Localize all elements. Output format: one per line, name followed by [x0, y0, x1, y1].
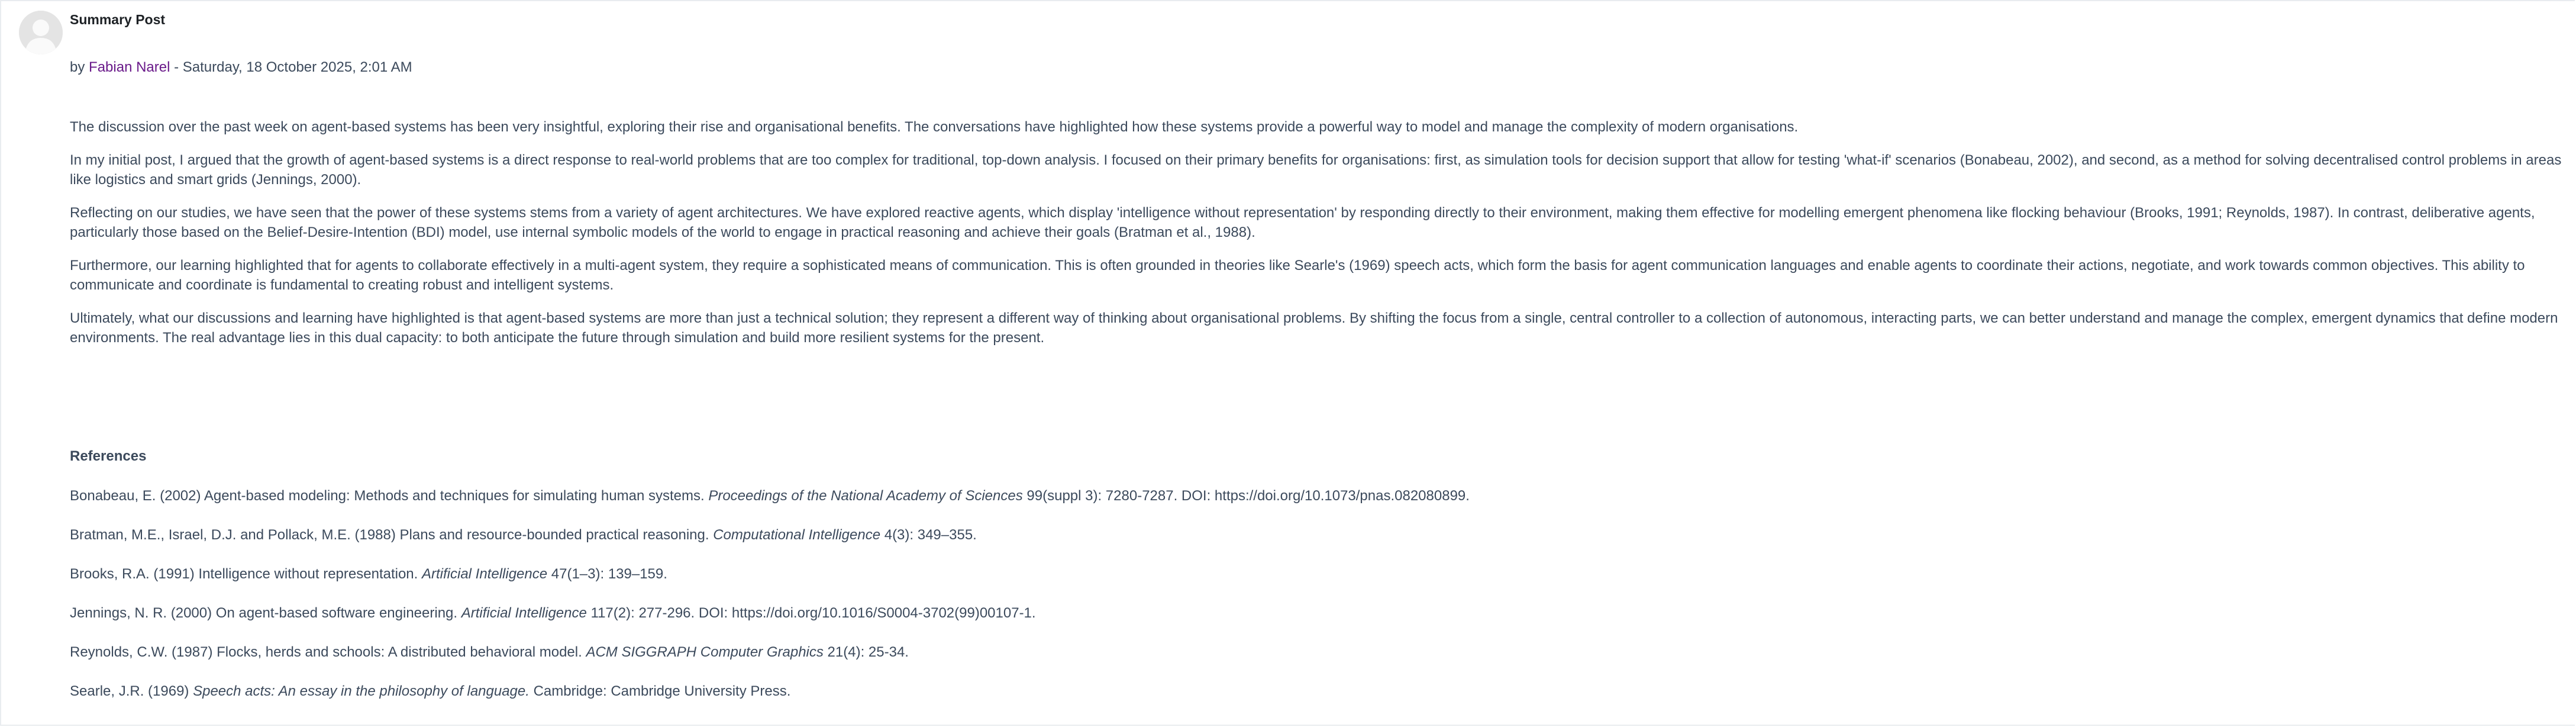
- reference-item: Reynolds, C.W. (1987) Flocks, herds and schools: A distributed behavioral model. ACM SIGGRAPH Computer Graphics 21(4): 25-34.: [70, 644, 909, 660]
- post-paragraph-4: Furthermore, our learning highlighted that for agents to collaborate effectively in a multi-agent system, they require a sophisticated means of communication. This is often grounded in theories like Searle's (1969) speech acts, which form the basis for agent communication languages and enable agents to coordinate their actions, negotiate, and work towards common objectives. This ability to communicate and coordinate is fundamental to creating robust and intelligent systems.: [70, 258, 2525, 293]
- byline-separator: -: [174, 59, 179, 75]
- user-silhouette-icon: [19, 11, 63, 54]
- reference-item: Brooks, R.A. (1991) Intelligence without representation. Artificial Intelligence 47(1–3): 139–159.: [70, 566, 667, 582]
- post-date: Saturday, 18 October 2025, 2:01 AM: [182, 59, 412, 75]
- post-subject: Summary Post: [70, 12, 166, 27]
- reference-item: Bonabeau, E. (2002) Agent-based modeling: Methods and techniques for simulating human systems. Proceedings of the National Academy of Sciences 99(suppl 3): 7280-7287. DOI: https://doi.org/10.1073/pnas.082080899.: [70, 488, 1470, 504]
- post-byline: [70, 59, 412, 76]
- byline-prefix: by: [70, 59, 85, 75]
- post-paragraph-1: The discussion over the past week on agent-based systems has been very insightful, exploring their rise and organisational benefits. The conversations have highlighted how these systems provide a powerful way to model and manage the complexity of modern organisations.: [70, 119, 1799, 135]
- reference-item: Searle, J.R. (1969) Speech acts: An essay in the philosophy of language. Cambridge: Cambridge University Press.: [70, 683, 791, 699]
- references-heading: References: [70, 448, 147, 464]
- reference-item: Jennings, N. R. (2000) On agent-based software engineering. Artificial Intelligence 117(2): 277-296. DOI: https://doi.org/10.1016/S0004-3702(99)00107-1.: [70, 605, 1036, 621]
- author-link[interactable]: Fabian Narel: [89, 59, 170, 75]
- references-section: [70, 446, 2568, 720]
- reference-item: Bratman, M.E., Israel, D.J. and Pollack, M.E. (1988) Plans and resource-bounded practical reasoning. Computational Intelligence 4(3): 349–355.: [70, 527, 977, 543]
- user-avatar-icon[interactable]: [19, 11, 63, 54]
- post-paragraph-2: In my initial post, I argued that the growth of agent-based systems is a direct response to real-world problems that are too complex for traditional, top-down analysis. I focused on their primary benefits for organisations: first, as simulation tools for decision support that allow for testing 'what-if' scenarios (Bonabeau, 2002), and second, as a method for solving decentralised control problems in areas like logistics and smart grids (Jennings, 2000).: [70, 152, 2562, 188]
- post-paragraph-5: Ultimately, what our discussions and learning have highlighted is that agent-based systems are more than just a technical solution; they represent a different way of thinking about organisational problems. By shifting the focus from a single, central controller to a collection of autonomous, interacting parts, we can better understand and manage the complex, emergent dynamics that define modern environments. The real advantage lies in this dual capacity: to both anticipate the future through simulation and build more resilient systems for the present.: [70, 310, 2558, 346]
- post-content: [70, 117, 2568, 361]
- post-paragraph-3: Reflecting on our studies, we have seen that the power of these systems stems from a variety of agent architectures. We have explored reactive agents, which display 'intelligence without representation' by responding directly to their environment, making them effective for modelling emergent phenomena like flocking behaviour (Brooks, 1991; Reynolds, 1987). In contrast, deliberative agents, particularly those based on the Belief-Desire-Intention (BDI) model, use internal symbolic models of the world to engage in practical reasoning and achieve their goals (Bratman et al., 1988).: [70, 205, 2535, 240]
